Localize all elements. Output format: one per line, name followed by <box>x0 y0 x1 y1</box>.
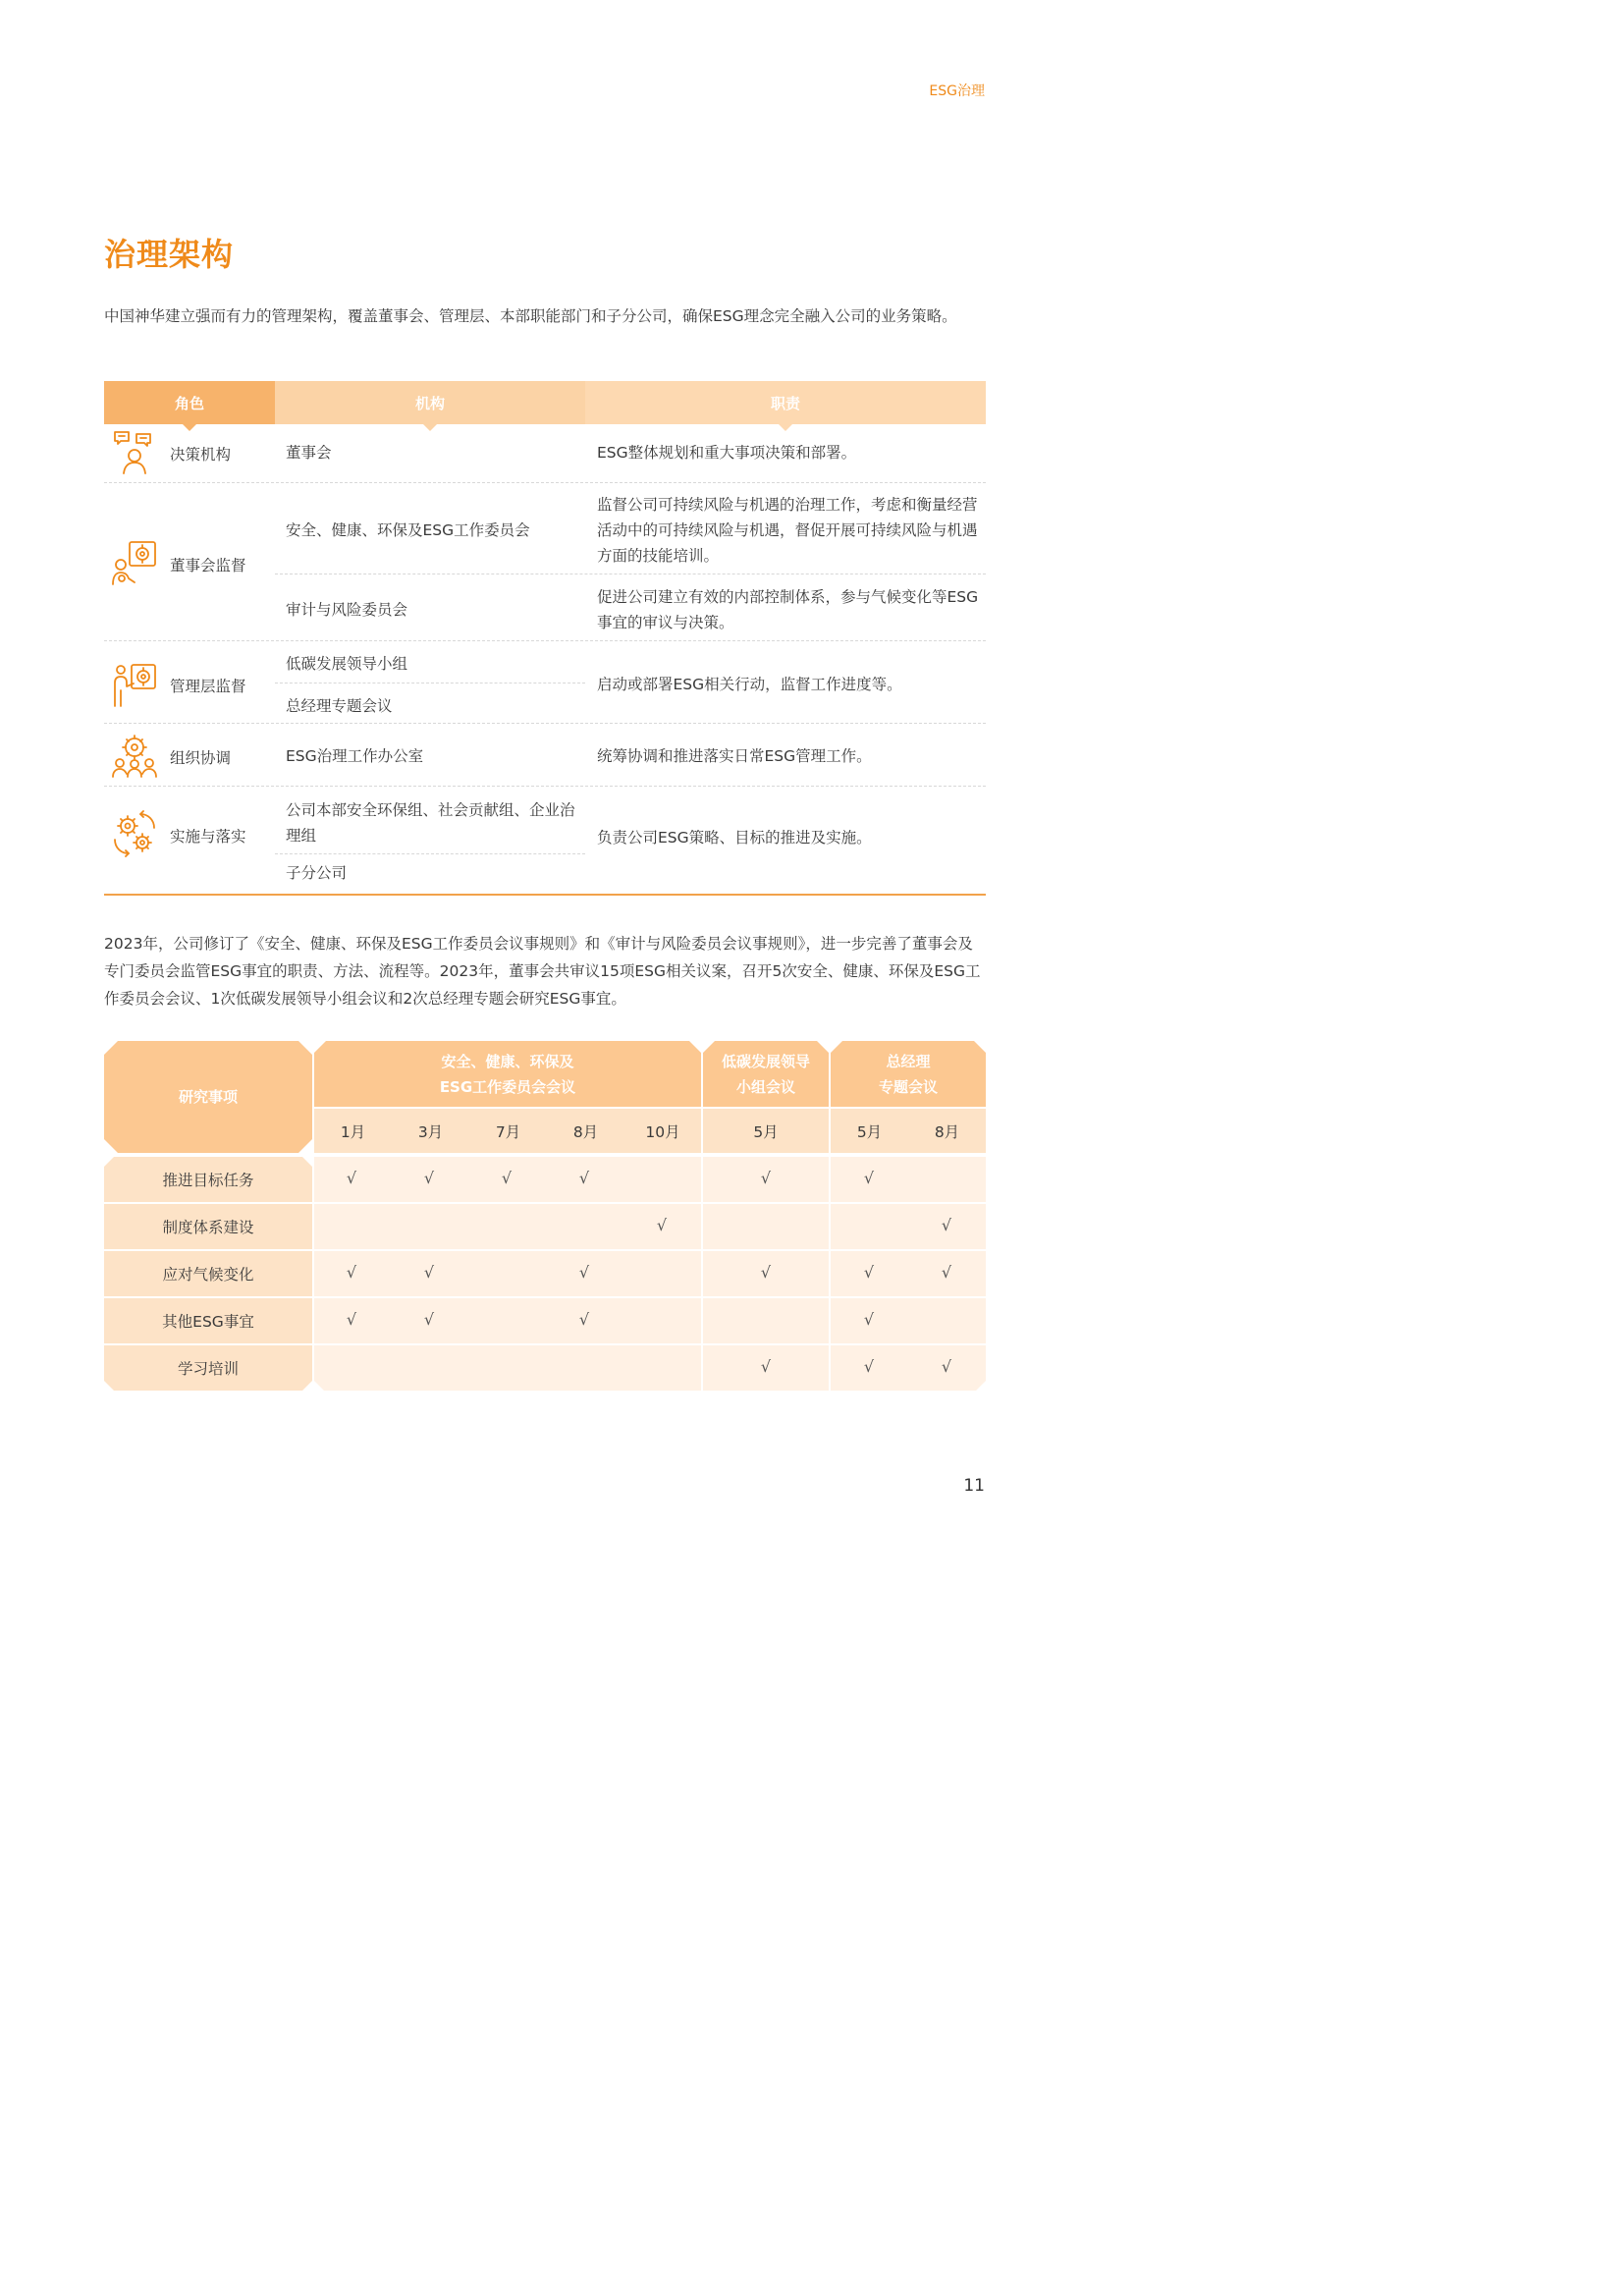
team-gear-icon <box>110 732 159 781</box>
header-organization: 机构 <box>275 381 585 424</box>
sub-row-divider <box>275 853 585 854</box>
role-board-supervision: 董事会监督 <box>170 557 246 574</box>
group3-body-bg <box>831 1157 986 1391</box>
month-5-lowcarbon: 5月 <box>753 1122 779 1141</box>
check-mark: √ <box>760 1263 772 1282</box>
check-mark: √ <box>863 1357 875 1376</box>
section-tag: ESG治理 <box>929 83 985 99</box>
org-esg-committee: 安全、健康、环保及ESG工作委员会 <box>286 521 530 539</box>
check-mark: √ <box>941 1216 952 1234</box>
check-mark: √ <box>423 1263 435 1282</box>
group2-title-line2: 小组会议 <box>735 1078 795 1096</box>
check-mark: √ <box>863 1169 875 1187</box>
check-mark: √ <box>941 1357 952 1376</box>
topic-other-esg: 其他ESG事宜 <box>162 1313 254 1331</box>
group3-title-line2: 专题会议 <box>878 1078 938 1096</box>
check-mark: √ <box>941 1263 952 1282</box>
topic-climate: 应对气候变化 <box>162 1266 254 1284</box>
check-mark: √ <box>863 1310 875 1329</box>
check-mark: √ <box>760 1169 772 1187</box>
month-8-gm: 8月 <box>934 1122 960 1141</box>
group1-title-line1: 安全、健康、环保及 <box>441 1053 574 1070</box>
manager-target-icon <box>110 661 159 710</box>
org-audit-committee: 审计与风险委员会 <box>286 601 408 619</box>
org-board: 董事会 <box>286 444 332 462</box>
role-implementation: 实施与落实 <box>170 828 246 846</box>
org-esg-office: ESG治理工作办公室 <box>286 747 424 765</box>
header-role: 角色 <box>104 381 275 424</box>
governance-table <box>104 381 986 896</box>
check-mark: √ <box>346 1169 357 1187</box>
meetings-paragraph: 2023年，公司修订了《安全、健康、环保及ESG工作委员会议事规则》和《审计与风险委员会议事规则》，进一步完善了董事会及专门委员会监管ESG事宜的职责、方法、流程等。2023年，董事会共审议15项ESG相关议案，召开5次安全、健康、环保及ESG工作委员会会议、1次低碳发展领导小组会议和2次总经理专题会研究ESG事宜。 <box>104 935 981 1008</box>
check-mark: √ <box>656 1216 668 1234</box>
duty-coordination: 统筹协调和推进落实日常ESG管理工作。 <box>597 747 872 765</box>
check-mark: √ <box>578 1263 590 1282</box>
topic-targets: 推进目标任务 <box>162 1172 254 1189</box>
check-mark: √ <box>346 1310 357 1329</box>
group3-title-line1: 总经理 <box>886 1053 931 1070</box>
row-divider <box>104 640 986 641</box>
board-target-icon <box>110 539 159 588</box>
check-mark: √ <box>863 1263 875 1282</box>
governance-table-header <box>104 381 986 424</box>
corner-header: 研究事项 <box>178 1088 238 1106</box>
duty-esg-committee: 监督公司可持续风险与机遇的治理工作，考虑和衡量经营活动中的可持续风险与机遇，督促开展可持续风险与机遇方面的技能培训。 <box>597 496 978 565</box>
page-number: 11 <box>963 1476 985 1496</box>
org-gm-meeting: 总经理专题会议 <box>286 697 393 715</box>
duty-implementation: 负责公司ESG策略、目标的推进及实施。 <box>597 829 872 847</box>
group2-title-line1: 低碳发展领导 <box>721 1053 810 1070</box>
check-mark: √ <box>578 1310 590 1329</box>
month-1: 1月 <box>340 1122 366 1141</box>
gears-cycle-icon <box>110 810 159 859</box>
duty-decision: ESG整体规划和重大事项决策和部署。 <box>597 444 857 462</box>
org-low-carbon-group: 低碳发展领导小组 <box>286 655 408 673</box>
row-divider <box>104 723 986 724</box>
topic-training: 学习培训 <box>177 1360 239 1378</box>
check-mark: √ <box>346 1263 357 1282</box>
intro-paragraph: 中国神华建立强而有力的管理架构，覆盖董事会、管理层、本部职能部门和子分公司，确保ESG理念完全融入公司的业务策略。 <box>104 307 957 325</box>
month-7: 7月 <box>495 1122 521 1141</box>
row-divider <box>104 482 986 483</box>
topic-system: 制度体系建设 <box>162 1219 254 1236</box>
meeting-topic-table <box>104 1041 986 1391</box>
decision-people-chat-icon <box>110 428 159 477</box>
duty-management: 启动或部署ESG相关行动，监督工作进度等。 <box>597 676 902 693</box>
check-mark: √ <box>501 1169 513 1187</box>
role-management-supervision: 管理层监督 <box>170 678 246 695</box>
group1-title-line2: ESG工作委员会会议 <box>439 1078 576 1096</box>
check-mark: √ <box>760 1357 772 1376</box>
org-subsidiaries: 子分公司 <box>286 864 348 882</box>
org-hq-groups: 公司本部安全环保组、社会贡献组、企业治理组 <box>286 801 575 845</box>
month-8: 8月 <box>572 1122 599 1141</box>
check-mark: √ <box>423 1310 435 1329</box>
header-duty: 职责 <box>585 381 986 424</box>
governance-table-body <box>104 424 986 896</box>
page-title: 治理架构 <box>104 236 235 273</box>
month-10: 10月 <box>645 1122 680 1141</box>
month-5-gm: 5月 <box>856 1122 883 1141</box>
row-divider <box>104 786 986 787</box>
check-mark: √ <box>578 1169 590 1187</box>
role-decision: 决策机构 <box>170 446 232 464</box>
check-mark: √ <box>423 1169 435 1187</box>
duty-audit-committee: 促进公司建立有效的内部控制体系，参与气候变化等ESG事宜的审议与决策。 <box>597 588 979 631</box>
month-3: 3月 <box>417 1122 444 1141</box>
group1-body-bg <box>314 1157 701 1391</box>
role-coordination: 组织协调 <box>170 749 232 767</box>
